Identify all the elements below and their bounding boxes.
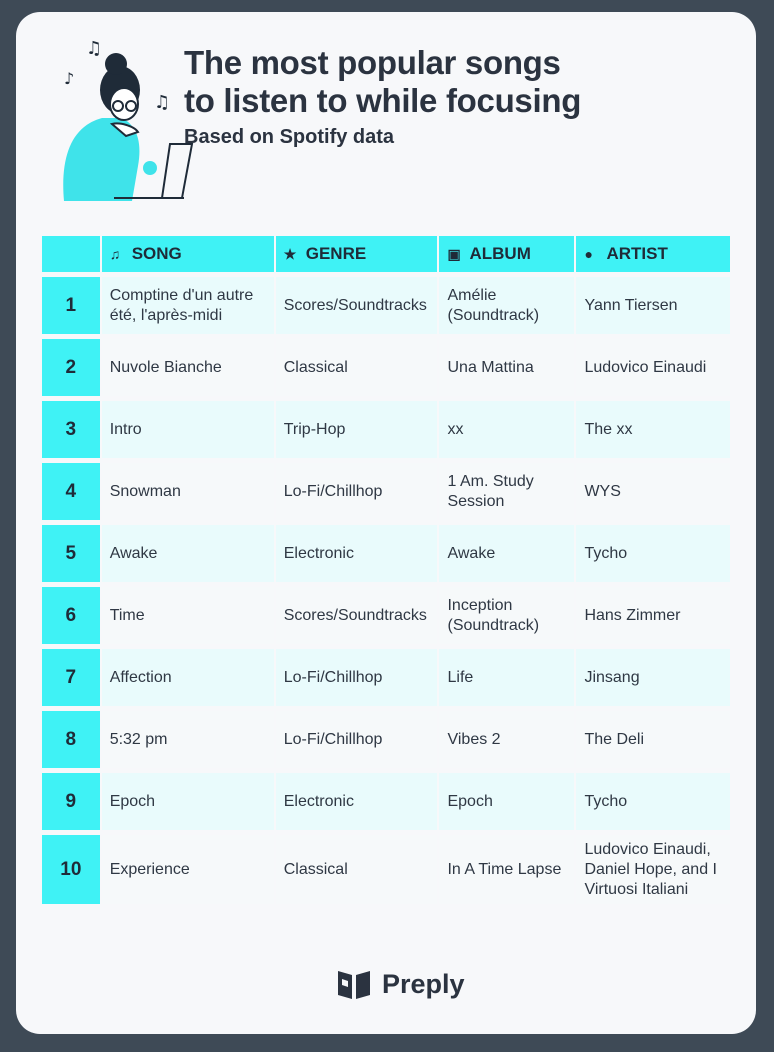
genre-cell: Scores/Soundtracks bbox=[276, 587, 438, 644]
album-cell: 1 Am. Study Session bbox=[439, 463, 574, 520]
genre-cell: Electronic bbox=[276, 525, 438, 582]
rank-cell: 9 bbox=[42, 773, 100, 830]
genre-cell: Trip-Hop bbox=[276, 401, 438, 458]
table-row bbox=[42, 835, 730, 904]
genre-cell: Lo-Fi/Chillhop bbox=[276, 711, 438, 768]
table-header-row bbox=[42, 236, 730, 272]
album-cell: Epoch bbox=[439, 773, 574, 830]
genre-cell: Scores/Soundtracks bbox=[276, 277, 438, 334]
album-cell: Inception (Soundtrack) bbox=[439, 587, 574, 644]
album-cell: xx bbox=[439, 401, 574, 458]
album-cell: Life bbox=[439, 649, 574, 706]
artist-cell: The Deli bbox=[576, 711, 730, 768]
song-cell: Affection bbox=[102, 649, 274, 706]
album-cell: Awake bbox=[439, 525, 574, 582]
song-cell: 5:32 pm bbox=[102, 711, 274, 768]
title-line-2: to listen to while focusing bbox=[184, 82, 582, 119]
artist-cell: WYS bbox=[576, 463, 730, 520]
title-line-1: The most popular songs bbox=[184, 44, 561, 81]
table-row bbox=[42, 463, 730, 520]
column-header-song: ♫ SONG bbox=[102, 236, 274, 272]
table-row bbox=[42, 525, 730, 582]
table-row bbox=[42, 649, 730, 706]
page-subtitle: Based on Spotify data bbox=[184, 126, 395, 148]
genre-cell: Electronic bbox=[276, 773, 438, 830]
genre-cell: Classical bbox=[276, 339, 438, 396]
music-note-icon: ♫ bbox=[109, 246, 121, 262]
song-cell: Snowman bbox=[102, 463, 274, 520]
album-icon: ▣ bbox=[447, 246, 461, 262]
rank-cell: 6 bbox=[42, 587, 100, 644]
genre-cell: Classical bbox=[276, 835, 438, 904]
artist-cell: Ludovico Einaudi bbox=[576, 339, 730, 396]
song-cell: Comptine d'un autre été, l'après-midi bbox=[102, 277, 274, 334]
artist-cell: Jinsang bbox=[576, 649, 730, 706]
brand-footer bbox=[336, 964, 465, 1004]
table-row bbox=[42, 401, 730, 458]
artist-cell: The xx bbox=[576, 401, 730, 458]
person-icon: ● bbox=[584, 246, 593, 262]
rank-cell: 5 bbox=[42, 525, 100, 582]
artist-cell: Yann Tiersen bbox=[576, 277, 730, 334]
rank-header bbox=[42, 236, 100, 272]
listener-illustration bbox=[42, 26, 202, 206]
album-cell: Una Mattina bbox=[439, 339, 574, 396]
song-cell: Epoch bbox=[102, 773, 274, 830]
preply-logo-icon bbox=[336, 967, 372, 1001]
column-header-genre: ★ GENRE bbox=[276, 236, 438, 272]
artist-cell: Ludovico Einaudi, Daniel Hope, and I Virtuosi Italiani bbox=[576, 835, 730, 904]
artist-cell: Tycho bbox=[576, 773, 730, 830]
genre-cell: Lo-Fi/Chillhop bbox=[276, 649, 438, 706]
rank-cell: 8 bbox=[42, 711, 100, 768]
rank-cell: 3 bbox=[42, 401, 100, 458]
table-row bbox=[42, 773, 730, 830]
rank-cell: 1 bbox=[42, 277, 100, 334]
brand-name: Preply bbox=[382, 968, 465, 999]
table-row bbox=[42, 339, 730, 396]
artist-cell: Tycho bbox=[576, 525, 730, 582]
song-cell: Time bbox=[102, 587, 274, 644]
song-cell: Nuvole Bianche bbox=[102, 339, 274, 396]
column-header-album: ▣ ALBUM bbox=[439, 236, 574, 272]
song-cell: Awake bbox=[102, 525, 274, 582]
table-row bbox=[42, 587, 730, 644]
table-row bbox=[42, 277, 730, 334]
svg-text:♫: ♫ bbox=[154, 92, 171, 113]
genre-cell: Lo-Fi/Chillhop bbox=[276, 463, 438, 520]
star-icon: ★ bbox=[283, 246, 297, 262]
rank-cell: 4 bbox=[42, 463, 100, 520]
infographic-card bbox=[16, 12, 756, 1034]
song-cell: Intro bbox=[102, 401, 274, 458]
songs-table bbox=[40, 231, 732, 909]
rank-cell: 10 bbox=[42, 835, 100, 904]
table-row bbox=[42, 711, 730, 768]
rank-cell: 2 bbox=[42, 339, 100, 396]
svg-text:♫: ♫ bbox=[86, 38, 103, 59]
svg-text:♪: ♪ bbox=[64, 69, 75, 88]
album-cell: Amélie (Soundtrack) bbox=[439, 277, 574, 334]
column-header-artist: ● ARTIST bbox=[576, 236, 730, 272]
rank-cell: 7 bbox=[42, 649, 100, 706]
page-title bbox=[184, 44, 724, 120]
album-cell: In A Time Lapse bbox=[439, 835, 574, 904]
song-cell: Experience bbox=[102, 835, 274, 904]
album-cell: Vibes 2 bbox=[439, 711, 574, 768]
artist-cell: Hans Zimmer bbox=[576, 587, 730, 644]
